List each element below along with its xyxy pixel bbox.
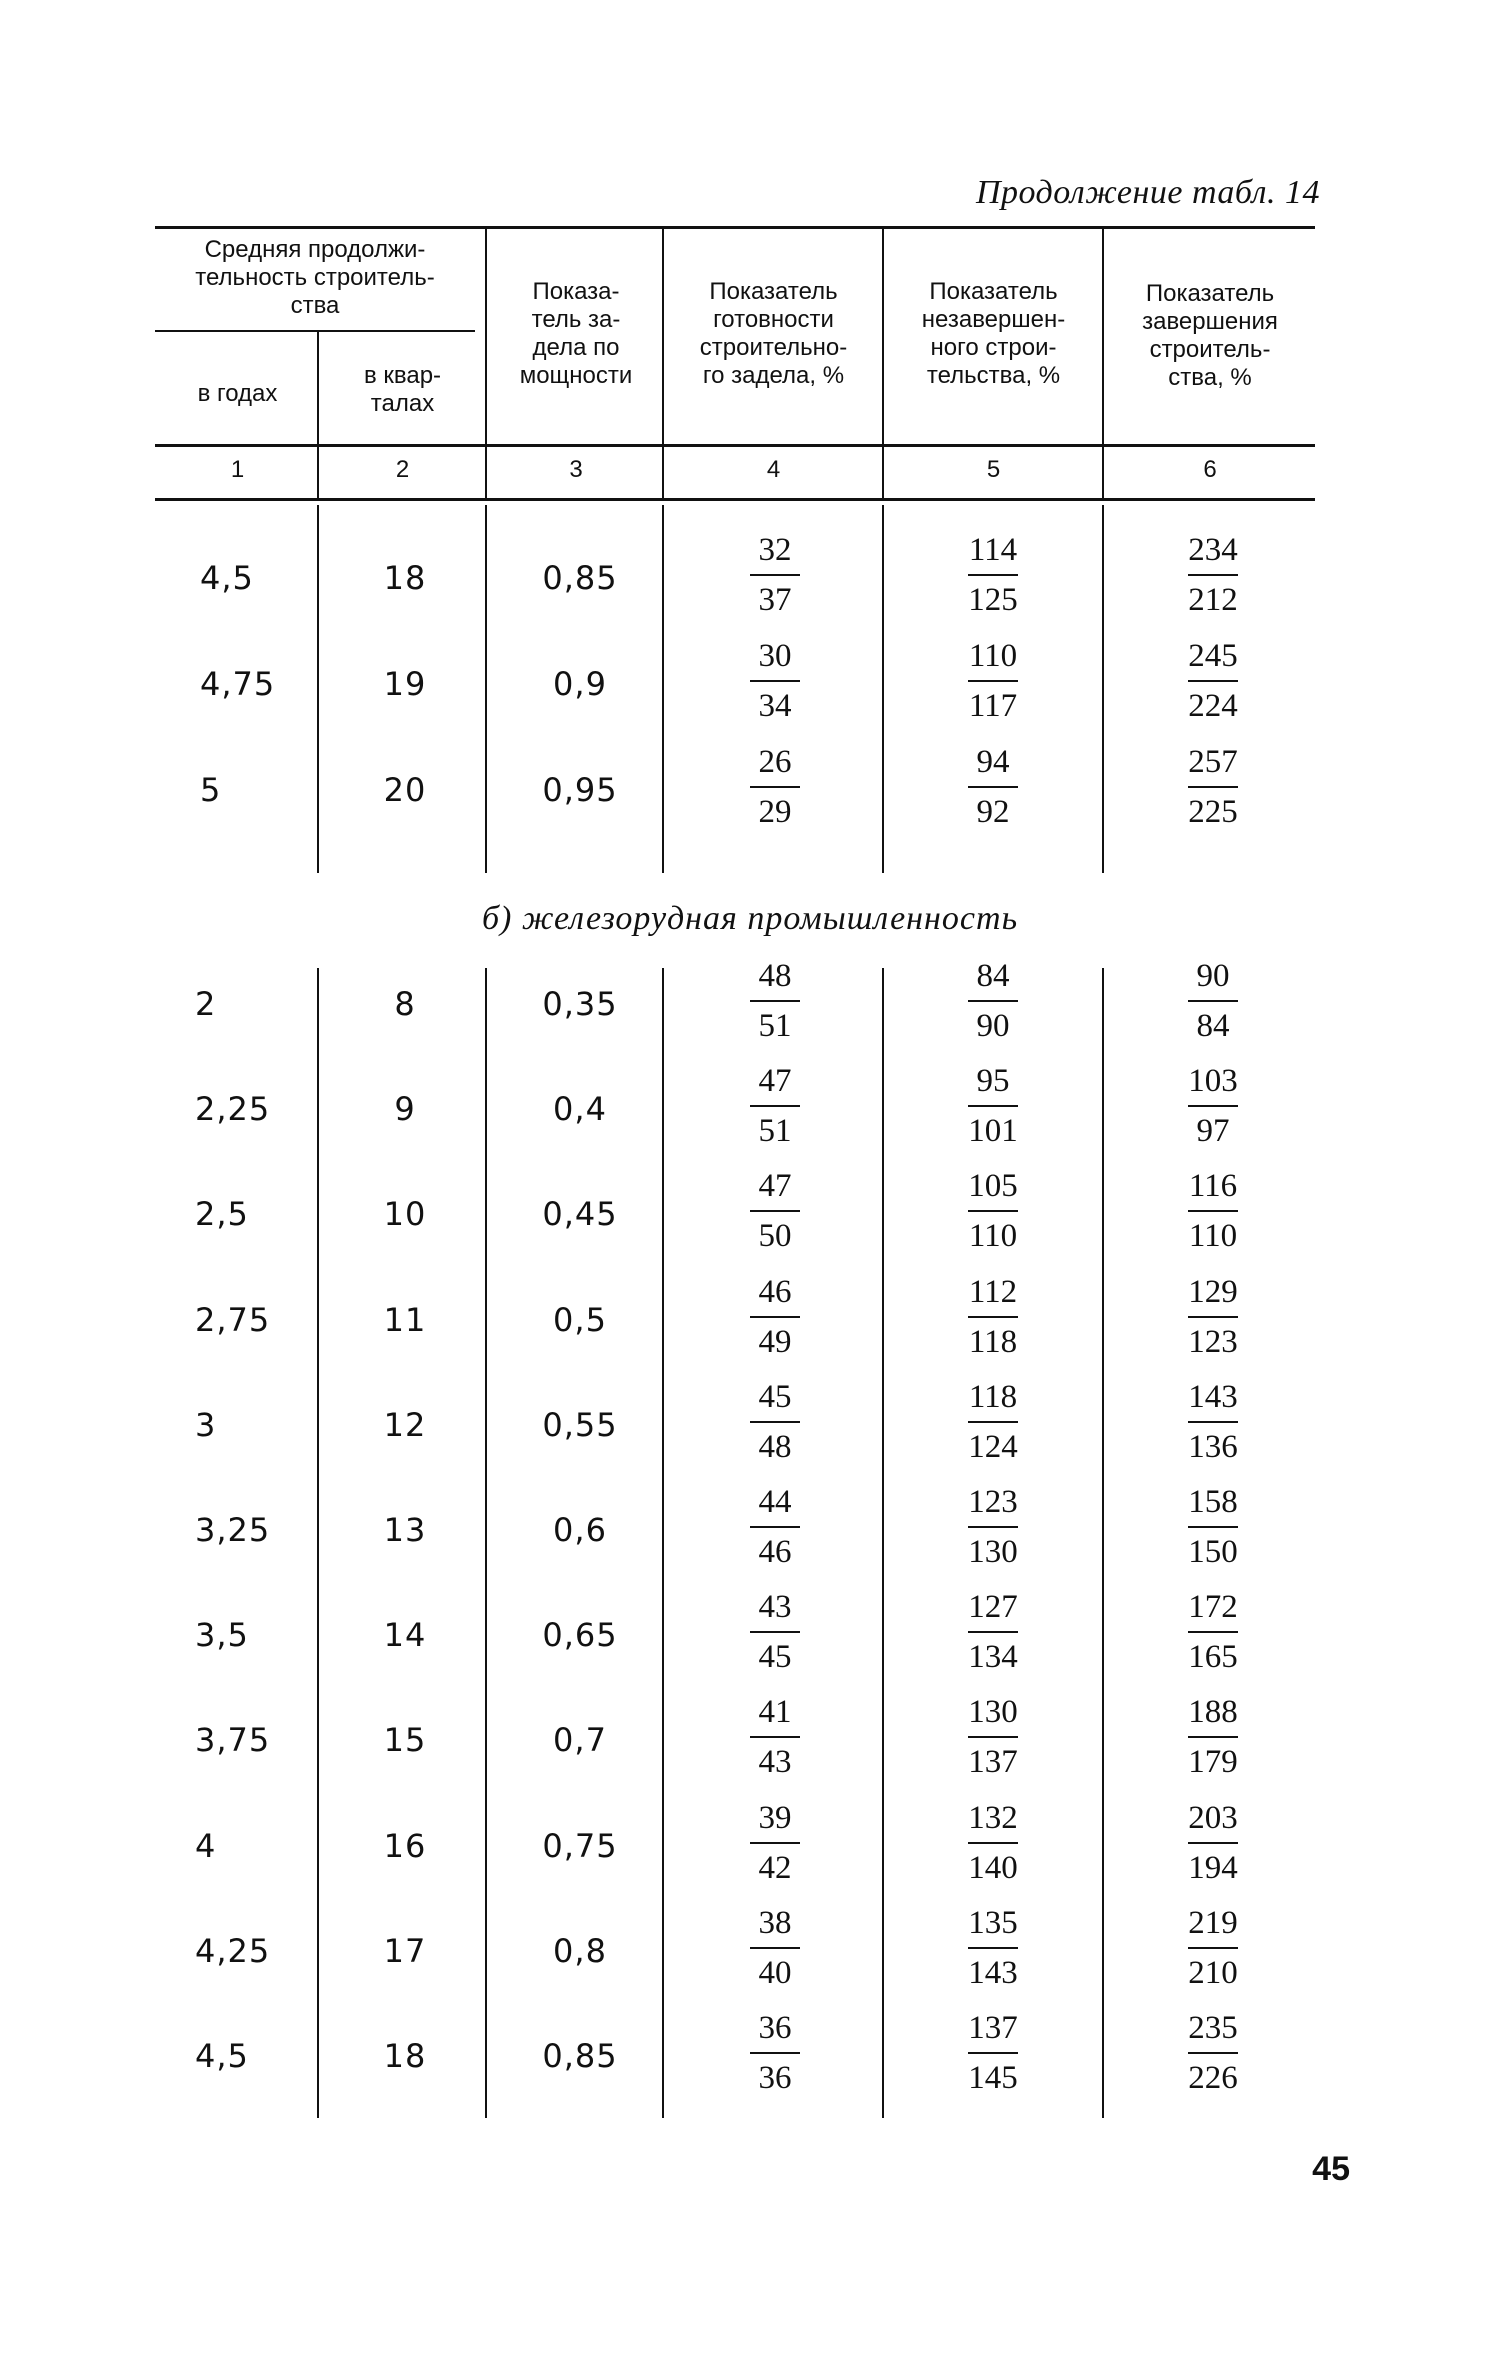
fraction-bar: [750, 1736, 800, 1738]
fraction-numerator: 110: [968, 638, 1018, 674]
cell-completion-fraction: [1158, 1587, 1268, 1677]
cell-capacity: 0,7: [553, 1721, 607, 1760]
section-a-vline-2: [485, 505, 487, 873]
cell-unfinished-fraction: [938, 1377, 1048, 1467]
section-a-vline-5: [1102, 505, 1104, 873]
fraction-bar: [1188, 574, 1238, 576]
cell-readiness-fraction: [720, 956, 830, 1046]
fraction-bar: [750, 1631, 800, 1633]
fraction-numerator: 123: [968, 1484, 1018, 1520]
colnum-5: 5: [986, 456, 1001, 483]
fraction-denominator: 90: [976, 1008, 1010, 1044]
header-vline-4: [882, 229, 884, 498]
colnum-6: 6: [1203, 456, 1217, 483]
fraction-denominator: 123: [1188, 1323, 1238, 1360]
fraction-bar: [968, 1316, 1018, 1318]
cell-unfinished-fraction: [938, 1798, 1048, 1888]
fraction-numerator: 38: [758, 1904, 792, 1941]
cell-quarters: 13: [383, 1511, 427, 1549]
fraction-denominator: 50: [758, 1218, 792, 1255]
fraction-denominator: 210: [1188, 1954, 1238, 1991]
section-b-vline-4: [882, 968, 884, 2118]
fraction-numerator: 132: [968, 1799, 1018, 1836]
cell-quarters: 15: [383, 1721, 427, 1760]
cell-unfinished-fraction: [938, 1272, 1048, 1362]
fraction-bar: [750, 1526, 800, 1528]
cell-capacity: 0,65: [542, 1616, 618, 1655]
fraction-numerator: 135: [968, 1904, 1018, 1941]
fraction-bar: [750, 1421, 800, 1423]
fraction-denominator: 118: [968, 1323, 1018, 1360]
colnum-2: 2: [395, 456, 410, 483]
fraction-bar: [1188, 1736, 1238, 1738]
fraction-numerator: 30: [758, 638, 792, 674]
header-col3: Показа- тель за- дела по мощности: [519, 278, 633, 389]
fraction-denominator: 51: [758, 1113, 792, 1150]
fraction-bar: [750, 1842, 800, 1844]
fraction-bar: [968, 1210, 1018, 1212]
fraction-numerator: 45: [758, 1378, 792, 1415]
cell-unfinished-fraction: [938, 1482, 1048, 1572]
cell-completion-fraction: [1158, 1166, 1268, 1256]
header-group-label: Средняя продолжи- тельность строитель- ства: [195, 236, 435, 319]
fraction-denominator: 46: [758, 1534, 792, 1570]
cell-readiness-fraction: [720, 1587, 830, 1677]
fraction-numerator: 188: [1188, 1694, 1238, 1731]
cell-unfinished-fraction: [938, 742, 1048, 832]
cell-unfinished-fraction: [938, 636, 1048, 726]
fraction-denominator: 125: [968, 582, 1018, 618]
fraction-bar: [1188, 1526, 1238, 1528]
cell-quarters: 19: [383, 665, 427, 703]
cell-readiness-fraction: [720, 2008, 830, 2098]
fraction-denominator: 136: [1188, 1428, 1238, 1465]
fraction-denominator: 130: [968, 1534, 1018, 1570]
fraction-bar: [968, 2052, 1018, 2054]
fraction-bar: [968, 1842, 1018, 1844]
cell-quarters: 11: [383, 1300, 427, 1339]
cell-completion-fraction: [1158, 1377, 1268, 1467]
fraction-numerator: 118: [968, 1378, 1018, 1415]
fraction-numerator: 219: [1188, 1904, 1238, 1941]
fraction-bar: [968, 1736, 1018, 1738]
fraction-denominator: 150: [1188, 1534, 1238, 1570]
cell-capacity: 0,55: [542, 1405, 618, 1444]
fraction-bar: [750, 1316, 800, 1318]
cell-years: 3,75: [195, 1721, 271, 1760]
header-group-rule: [155, 330, 475, 332]
cell-completion-fraction: [1158, 742, 1268, 832]
fraction-bar: [1188, 680, 1238, 682]
fraction-numerator: 103: [1188, 1063, 1238, 1100]
header-col2: в квар- талах: [363, 362, 442, 417]
fraction-bar: [1188, 1000, 1238, 1002]
header-vline-3: [662, 229, 664, 498]
fraction-bar: [750, 680, 800, 682]
cell-readiness-fraction: [720, 530, 830, 620]
cell-unfinished-fraction: [938, 530, 1048, 620]
fraction-denominator: 140: [968, 1849, 1018, 1886]
fraction-numerator: 245: [1188, 638, 1238, 674]
fraction-bar: [1188, 786, 1238, 788]
section-b-vline-3: [662, 968, 664, 2118]
fraction-bar: [968, 574, 1018, 576]
section-b-vline-1: [317, 968, 319, 2118]
cell-capacity: 0,45: [542, 1195, 618, 1234]
fraction-numerator: 46: [758, 1273, 792, 1310]
fraction-numerator: 257: [1188, 744, 1238, 780]
fraction-numerator: 43: [758, 1589, 792, 1626]
cell-completion-fraction: [1158, 636, 1268, 726]
fraction-denominator: 37: [758, 582, 792, 618]
colnum-3: 3: [569, 456, 583, 483]
fraction-bar: [968, 786, 1018, 788]
cell-years: 4,75: [200, 665, 276, 703]
fraction-bar: [1188, 1631, 1238, 1633]
section-b-vline-5: [1102, 968, 1104, 2118]
fraction-numerator: 203: [1188, 1799, 1238, 1836]
fraction-denominator: 212: [1188, 582, 1238, 618]
fraction-numerator: 47: [758, 1063, 792, 1100]
fraction-numerator: 172: [1188, 1589, 1238, 1626]
fraction-denominator: 134: [968, 1639, 1018, 1676]
fraction-numerator: 41: [758, 1694, 792, 1731]
cell-completion-fraction: [1158, 1692, 1268, 1782]
fraction-denominator: 101: [968, 1113, 1018, 1150]
fraction-denominator: 97: [1196, 1113, 1230, 1150]
fraction-bar: [750, 1000, 800, 1002]
fraction-denominator: 179: [1188, 1744, 1238, 1781]
fraction-denominator: 110: [1188, 1218, 1238, 1255]
fraction-numerator: 114: [968, 532, 1018, 568]
fraction-numerator: 137: [968, 2010, 1018, 2046]
fraction-denominator: 137: [968, 1744, 1018, 1781]
cell-readiness-fraction: [720, 1166, 830, 1256]
fraction-bar: [1188, 1105, 1238, 1107]
fraction-numerator: 143: [1188, 1378, 1238, 1415]
cell-years: 3: [195, 1405, 217, 1444]
cell-years: 2,25: [195, 1090, 271, 1129]
cell-capacity: 0,75: [542, 1826, 618, 1865]
cell-years: 3,25: [195, 1511, 271, 1549]
fraction-denominator: 224: [1188, 688, 1238, 724]
header-top-rule: [155, 226, 1315, 229]
fraction-numerator: 129: [1188, 1273, 1238, 1310]
fraction-denominator: 49: [758, 1323, 792, 1360]
fraction-bar: [968, 1526, 1018, 1528]
header-col4: Показатель готовности строительно- го задела, %: [699, 278, 848, 389]
cell-readiness-fraction: [720, 1903, 830, 1993]
fraction-bar: [750, 1947, 800, 1949]
fraction-bar: [968, 1000, 1018, 1002]
cell-quarters: 14: [383, 1616, 427, 1655]
cell-years: 4,5: [195, 2037, 249, 2075]
header-col6: Показатель завершения строитель- ства, %: [1142, 280, 1278, 391]
fraction-denominator: 117: [968, 688, 1018, 724]
colnum-4: 4: [766, 456, 781, 483]
fraction-numerator: 235: [1188, 2010, 1238, 2046]
cell-capacity: 0,85: [542, 2037, 618, 2075]
fraction-bar: [1188, 2052, 1238, 2054]
cell-capacity: 0,35: [542, 985, 618, 1023]
cell-unfinished-fraction: [938, 1903, 1048, 1993]
fraction-denominator: 43: [758, 1744, 792, 1781]
section-a-vline-4: [882, 505, 884, 873]
cell-capacity: 0,4: [553, 1090, 607, 1129]
cell-readiness-fraction: [720, 742, 830, 832]
cell-quarters: 16: [383, 1826, 427, 1865]
fraction-denominator: 110: [968, 1218, 1018, 1255]
fraction-denominator: 36: [758, 2060, 792, 2096]
fraction-numerator: 158: [1188, 1484, 1238, 1520]
fraction-denominator: 124: [968, 1428, 1018, 1465]
fraction-bar: [750, 1105, 800, 1107]
fraction-numerator: 130: [968, 1694, 1018, 1731]
cell-unfinished-fraction: [938, 2008, 1048, 2098]
cell-capacity: 0,85: [542, 559, 618, 597]
fraction-numerator: 127: [968, 1589, 1018, 1626]
cell-unfinished-fraction: [938, 1692, 1048, 1782]
fraction-numerator: 90: [1196, 958, 1230, 994]
cell-quarters: 17: [383, 1931, 427, 1970]
colnum-bottom-rule: [155, 498, 1315, 501]
cell-readiness-fraction: [720, 1692, 830, 1782]
cell-readiness-fraction: [720, 1272, 830, 1362]
header-bottom-rule: [155, 444, 1315, 447]
section-b-vline-2: [485, 968, 487, 2118]
cell-completion-fraction: [1158, 1272, 1268, 1362]
fraction-bar: [750, 574, 800, 576]
fraction-denominator: 143: [968, 1954, 1018, 1991]
cell-years: 4,5: [200, 559, 254, 597]
cell-quarters: 8: [394, 985, 416, 1023]
cell-years: 4,25: [195, 1931, 271, 1970]
cell-completion-fraction: [1158, 530, 1268, 620]
fraction-numerator: 39: [758, 1799, 792, 1836]
fraction-numerator: 36: [758, 2010, 792, 2046]
fraction-bar: [968, 1421, 1018, 1423]
fraction-bar: [968, 680, 1018, 682]
fraction-bar: [968, 1631, 1018, 1633]
cell-completion-fraction: [1158, 1903, 1268, 1993]
cell-completion-fraction: [1158, 1482, 1268, 1572]
cell-completion-fraction: [1158, 1798, 1268, 1888]
header-vline-5: [1102, 229, 1104, 498]
cell-quarters: 9: [394, 1090, 416, 1129]
section-a-vline-3: [662, 505, 664, 873]
fraction-numerator: 44: [758, 1484, 792, 1520]
cell-years: 5: [200, 771, 222, 809]
fraction-bar: [1188, 1421, 1238, 1423]
fraction-numerator: 32: [758, 532, 792, 568]
fraction-denominator: 165: [1188, 1639, 1238, 1676]
colnum-1: 1: [230, 456, 245, 483]
cell-years: 2,5: [195, 1195, 249, 1234]
cell-quarters: 18: [383, 2037, 427, 2075]
fraction-numerator: 48: [758, 958, 792, 994]
fraction-denominator: 225: [1188, 794, 1238, 830]
fraction-bar: [968, 1105, 1018, 1107]
cell-completion-fraction: [1158, 956, 1268, 1046]
cell-completion-fraction: [1158, 2008, 1268, 2098]
fraction-numerator: 84: [976, 958, 1010, 994]
cell-readiness-fraction: [720, 1061, 830, 1151]
fraction-numerator: 116: [1188, 1168, 1238, 1205]
fraction-denominator: 226: [1188, 2060, 1238, 2096]
fraction-bar: [1188, 1210, 1238, 1212]
fraction-numerator: 94: [976, 744, 1010, 780]
fraction-numerator: 112: [968, 1273, 1018, 1310]
cell-quarters: 18: [383, 559, 427, 597]
fraction-denominator: 51: [758, 1008, 792, 1044]
fraction-bar: [1188, 1947, 1238, 1949]
cell-capacity: 0,6: [553, 1511, 607, 1549]
cell-unfinished-fraction: [938, 956, 1048, 1046]
cell-completion-fraction: [1158, 1061, 1268, 1151]
header-vline-2: [485, 229, 487, 498]
fraction-denominator: 29: [758, 794, 792, 830]
table-caption: Продолжение табл. 14: [975, 174, 1320, 211]
section-b-title: б) железорудная промышленность: [481, 900, 1019, 937]
fraction-numerator: 95: [976, 1063, 1010, 1100]
header-vline-1: [317, 332, 319, 498]
fraction-denominator: 48: [758, 1428, 792, 1465]
fraction-bar: [1188, 1316, 1238, 1318]
fraction-denominator: 145: [968, 2060, 1018, 2096]
cell-years: 2: [195, 985, 217, 1023]
fraction-denominator: 92: [976, 794, 1010, 830]
fraction-denominator: 194: [1188, 1849, 1238, 1886]
cell-unfinished-fraction: [938, 1587, 1048, 1677]
cell-readiness-fraction: [720, 1377, 830, 1467]
cell-capacity: 0,5: [553, 1300, 607, 1339]
cell-readiness-fraction: [720, 1482, 830, 1572]
fraction-denominator: 34: [758, 688, 792, 724]
fraction-bar: [1188, 1842, 1238, 1844]
cell-readiness-fraction: [720, 1798, 830, 1888]
cell-capacity: 0,8: [553, 1931, 607, 1970]
cell-years: 2,75: [195, 1300, 271, 1339]
cell-quarters: 20: [383, 771, 427, 809]
cell-quarters: 10: [383, 1195, 427, 1234]
cell-readiness-fraction: [720, 636, 830, 726]
fraction-bar: [968, 1947, 1018, 1949]
page-number: 45: [1312, 2150, 1350, 2188]
fraction-numerator: 26: [758, 744, 792, 780]
fraction-bar: [750, 786, 800, 788]
cell-quarters: 12: [383, 1405, 427, 1444]
header-col5: Показатель незавершен- ного строи- тельства, %: [921, 278, 1066, 389]
cell-years: 3,5: [195, 1616, 249, 1655]
cell-capacity: 0,95: [542, 771, 618, 809]
cell-unfinished-fraction: [938, 1061, 1048, 1151]
cell-capacity: 0,9: [553, 665, 607, 703]
fraction-numerator: 47: [758, 1168, 792, 1205]
fraction-numerator: 105: [968, 1168, 1018, 1205]
fraction-numerator: 234: [1188, 532, 1238, 568]
fraction-denominator: 42: [758, 1849, 792, 1886]
fraction-denominator: 84: [1196, 1008, 1230, 1044]
cell-years: 4: [195, 1826, 217, 1865]
fraction-bar: [750, 1210, 800, 1212]
fraction-denominator: 40: [758, 1954, 792, 1991]
fraction-bar: [750, 2052, 800, 2054]
header-col1: в годах: [197, 380, 278, 407]
cell-unfinished-fraction: [938, 1166, 1048, 1256]
fraction-denominator: 45: [758, 1639, 792, 1676]
